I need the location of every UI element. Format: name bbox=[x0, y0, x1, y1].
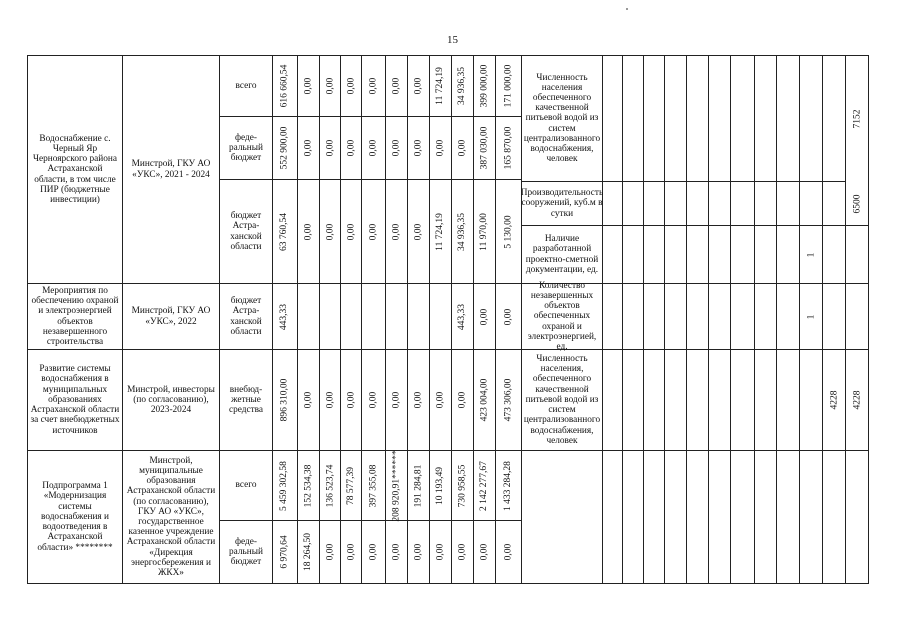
value-row4-f2-col8: 0,00 bbox=[434, 543, 445, 561]
value-row1-f3-col4: 0,00 bbox=[345, 223, 356, 240]
value-row3-f1-col1: 896 310,00 bbox=[278, 378, 289, 422]
row-1-executor: Минстрой, ГКУ АО «УКС», 2021 - 2024 bbox=[131, 159, 211, 180]
value-row1-f1-col5: 0,00 bbox=[367, 77, 378, 95]
value-row1-f1-col9: 34 936,35 bbox=[457, 67, 467, 105]
value-row4-f2-col1: 6 970,64 bbox=[279, 535, 290, 569]
value-row4-f1-col3: 136 523,74 bbox=[324, 464, 335, 507]
value-row1-f3-col8: 11 724,19 bbox=[434, 212, 445, 251]
row-2-name: Мероприятия по обеспечению охраной и электроэнергией объектов незавершенного строительства bbox=[31, 285, 119, 347]
value-row4-f2-col10: 0,00 bbox=[478, 543, 489, 561]
value-row2-f1-col9: 443,33 bbox=[457, 303, 468, 330]
value-row3-f1-col10: 423 004,00 bbox=[478, 378, 489, 422]
value-row4-f2-col2: 18 264,50 bbox=[303, 533, 313, 571]
value-row1-f1-col1: 616 660,54 bbox=[278, 64, 289, 108]
value-row1-f1-col2: 0,00 bbox=[302, 77, 313, 95]
value-row4-f2-col6: 0,00 bbox=[390, 543, 401, 561]
value-row1-f3-col9: 34 936,35 bbox=[457, 212, 467, 251]
value-row1-f1-col8: 11 724,19 bbox=[434, 67, 445, 105]
row-3-name: Развитие системы водоснабжения в муниципальных образованиях Астраханской области за счет внебюджетных источников bbox=[30, 364, 120, 436]
value-row2-f1-col11: 0,00 bbox=[502, 308, 513, 325]
row-3-indicator-population: Численность населения, обеспеченного качественной питьевой водой из систем централизованного водоснабжения, человек bbox=[523, 354, 601, 446]
value-row4-f1-col5: 397 355,08 bbox=[367, 464, 378, 507]
value-row1-f1-col4: 0,00 bbox=[345, 77, 356, 95]
value-row3-f1-col6: 0,00 bbox=[390, 391, 401, 409]
value-row2-f1-col10: 0,00 bbox=[478, 308, 489, 325]
value-row4-f2-col5: 0,00 bbox=[367, 543, 378, 561]
value-row1-f3-col1: 63 760,54 bbox=[279, 212, 289, 251]
value-row1-f2-col4: 0,00 bbox=[345, 139, 356, 157]
value-row2-f1-col1: 443,33 bbox=[279, 303, 290, 330]
row-1-indicator-capacity: Производительность сооружений, куб.м в сутки bbox=[520, 188, 604, 219]
value-row1-f2-col1: 552 900,00 bbox=[278, 126, 289, 170]
value-row3-f1-col2: 0,00 bbox=[302, 391, 313, 409]
value-row1-f3-col10: 11 970,00 bbox=[478, 212, 489, 251]
value-row4-f2-col4: 0,00 bbox=[345, 543, 356, 561]
row-1-indicator-design-docs: Наличие разработанной проектно-сметной документации, ед. bbox=[525, 234, 599, 275]
indicator-value-row1-1-value_b: 7152 bbox=[852, 109, 862, 128]
value-row4-f1-col10: 2 142 277,67 bbox=[478, 460, 489, 511]
value-row1-f2-col5: 0,00 bbox=[367, 139, 378, 157]
value-row1-f1-col11: 171 000,00 bbox=[502, 64, 513, 108]
row-3-executor: Минстрой, инвесторы (по согласованию), 2023-2024 bbox=[127, 384, 215, 416]
value-row1-f3-col11: 5 130,00 bbox=[503, 214, 514, 249]
row-3-source-offbudget: внебюд-жетные средства bbox=[228, 384, 264, 416]
value-row3-f1-col8: 0,00 bbox=[434, 391, 445, 409]
row-1-source-federal: феде-ральный бюджет bbox=[229, 132, 263, 164]
value-row1-f1-col10: 399 000,00 bbox=[478, 64, 489, 108]
value-row1-f3-col2: 0,00 bbox=[302, 223, 313, 240]
value-row1-f2-col10: 387 030,00 bbox=[478, 126, 489, 170]
row-1-name: Водоснабжение с. Черный Яр Черноярского района Астраханской области, в том числе ПИР (бюджетные инвестиции) bbox=[32, 133, 118, 205]
value-row4-f1-col6: 208 920,91****** bbox=[391, 449, 402, 522]
value-row3-f1-col7: 0,00 bbox=[412, 391, 423, 409]
row-2-executor: Минстрой, ГКУ АО «УКС», 2022 bbox=[131, 306, 211, 327]
scan-speck bbox=[626, 8, 628, 10]
value-row3-f1-col11: 473 306,00 bbox=[502, 378, 513, 422]
value-row1-f2-col9: 0,00 bbox=[456, 139, 467, 157]
value-row4-f1-col8: 10 193,49 bbox=[435, 466, 445, 505]
value-row3-f1-col4: 0,00 bbox=[345, 391, 356, 409]
value-row1-f1-col3: 0,00 bbox=[324, 77, 335, 95]
value-row4-f1-col7: 191 284,81 bbox=[412, 464, 423, 507]
indicator-value-row3-1-value_a: 4228 bbox=[829, 390, 839, 410]
row-1-indicator-population: Численность населения обеспеченного качественной питьевой водой из систем централизованного водоснабжения, человек bbox=[523, 72, 601, 165]
value-row3-f1-col3: 0,00 bbox=[324, 391, 335, 409]
page-number: 15 bbox=[447, 34, 458, 46]
value-row4-f2-col11: 0,00 bbox=[502, 543, 513, 561]
value-row4-f1-col9: 730 958,55 bbox=[456, 464, 467, 507]
value-row1-f1-col7: 0,00 bbox=[412, 77, 423, 95]
row-1-source-regional: бюджет Астра-ханской области bbox=[230, 211, 262, 252]
row-2-indicator-unfinished: Количество незавершенных объектов обеспеченных охраной и электроэнергией, ед. bbox=[527, 280, 597, 353]
row-4-source-total: всего bbox=[235, 480, 257, 491]
row-4-source-federal: феде-ральный бюджет bbox=[229, 536, 263, 568]
indicator-value-row2-1-value_a: 1 bbox=[805, 314, 816, 319]
value-row3-f1-col5: 0,00 bbox=[367, 391, 378, 409]
value-row1-f2-col7: 0,00 bbox=[412, 139, 423, 157]
value-row1-f2-col2: 0,00 bbox=[302, 139, 313, 157]
value-row1-f3-col3: 0,00 bbox=[324, 223, 335, 240]
value-row3-f1-col9: 0,00 bbox=[456, 391, 467, 409]
value-row1-f2-col8: 0,00 bbox=[434, 139, 445, 157]
value-row4-f2-col7: 0,00 bbox=[412, 543, 423, 561]
value-row1-f2-col11: 165 870,00 bbox=[502, 126, 513, 170]
indicator-value-row3-1-value_b: 4228 bbox=[852, 390, 862, 410]
row-4-executor: Минстрой, муниципальные образования Астраханской области (по согласованию), ГКУ АО «УКС», государственное казенное учреждение Астраханской области «Дирекция энергосбережения и ЖКХ» bbox=[126, 455, 216, 579]
value-row1-f3-col7: 0,00 bbox=[412, 223, 423, 240]
value-row1-f3-col6: 0,00 bbox=[390, 223, 401, 240]
value-row4-f2-col9: 0,00 bbox=[456, 543, 467, 561]
value-row4-f1-col1: 5 459 302,58 bbox=[278, 460, 289, 511]
value-row4-f2-col3: 0,00 bbox=[324, 543, 335, 561]
indicator-value-row1-2-value_b: 6500 bbox=[852, 194, 862, 213]
value-row1-f3-col5: 0,00 bbox=[367, 223, 378, 240]
value-row4-f1-col4: 78 577,39 bbox=[346, 466, 356, 505]
value-row1-f2-col6: 0,00 bbox=[390, 139, 401, 157]
row-4-name: Подпрограмма 1 «Модернизация системы водоснабжения и водоотведения в Астраханской области» ******** bbox=[37, 481, 113, 553]
row-2-source-regional: бюджет Астра-ханской области bbox=[230, 296, 262, 337]
indicator-value-row1-3-value_a: 1 bbox=[805, 252, 816, 257]
value-row4-f1-col2: 152 534,38 bbox=[302, 464, 313, 507]
value-row4-f1-col11: 1 433 284,28 bbox=[502, 460, 513, 511]
value-row1-f1-col6: 0,00 bbox=[390, 77, 401, 95]
row-1-source-total: всего bbox=[235, 80, 257, 91]
value-row1-f2-col3: 0,00 bbox=[324, 139, 335, 157]
